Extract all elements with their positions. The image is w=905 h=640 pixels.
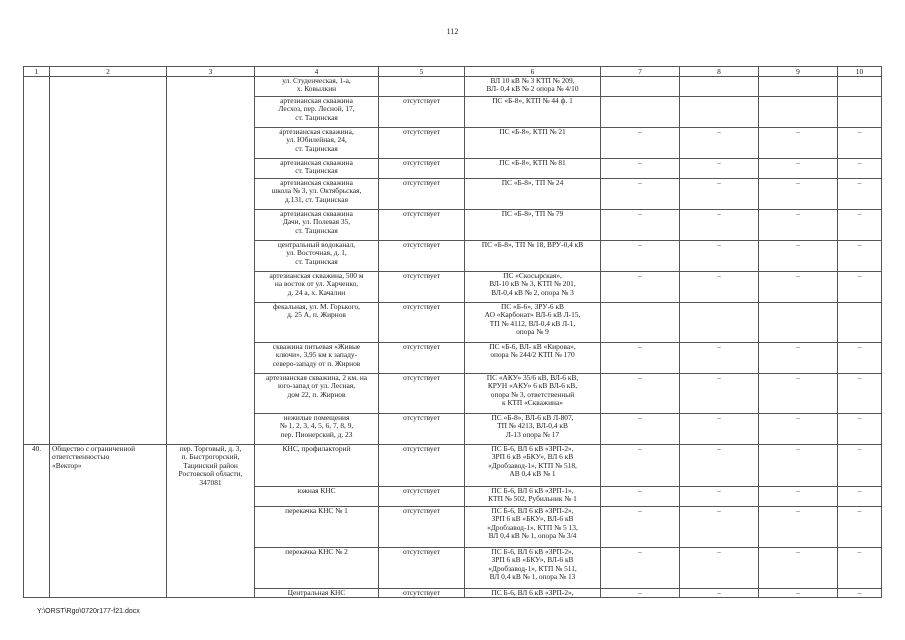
cell-c7: – bbox=[601, 210, 680, 241]
cell-c9: – bbox=[759, 272, 838, 303]
cell-c10: – bbox=[838, 548, 882, 589]
cell-c6: ПС «Б-6, ВЛ- кВ «Кирова», опора № 244/2 КТП № 170 bbox=[465, 343, 601, 374]
cell-c10: – bbox=[838, 589, 882, 598]
table-row bbox=[24, 445, 882, 487]
cell-c5: отсутствует bbox=[379, 374, 465, 414]
col-header: 10 bbox=[838, 67, 882, 77]
cell-c5: отсутствует bbox=[379, 97, 465, 128]
cell-c5: отсутствует bbox=[379, 210, 465, 241]
cell-c7: – bbox=[601, 374, 680, 414]
cell-c5: отсутствует bbox=[379, 128, 465, 159]
cell-c4: перекачка КНС № 1 bbox=[255, 507, 379, 548]
cell-c9: – bbox=[759, 487, 838, 507]
cell-c4: артезианская скважина школа № 3, ул. Октябрьская, д.131, ст. Тацинская bbox=[255, 179, 379, 210]
cell-c8: – bbox=[680, 507, 759, 548]
cell-c5: отсутствует bbox=[379, 159, 465, 179]
cell-c9: – bbox=[759, 445, 838, 487]
cell-c8: – bbox=[680, 128, 759, 159]
cell-c10 bbox=[838, 97, 882, 128]
cell-c5: отсутствует bbox=[379, 507, 465, 548]
cell-c9: – bbox=[759, 507, 838, 548]
cell-c4: ул. Студенческая, 1-а, х. Ковылкин bbox=[255, 77, 379, 97]
file-path-footer: Y:\ORST\Rgo\0720r177-f21.docx bbox=[37, 608, 140, 615]
cell-c4: перекачка КНС № 2 bbox=[255, 548, 379, 589]
cell-c7: – bbox=[601, 241, 680, 272]
cell-c8: – bbox=[680, 414, 759, 445]
cell-c6: ПС Б-6, ВЛ 6 кВ «ЗРП-2», bbox=[465, 589, 601, 598]
cell-c2: Общество с ограниченной ответственностью «Вектор» bbox=[50, 445, 167, 598]
cell-c6: ПС Б-6, ВЛ 6 кВ «ЗРП-2», ЗРП 6 кВ «БКУ», ВЛ-6 кВ «Дробзавод-1», КТП № 511, ВЛ 0,4 кВ № 1, опора № 13 bbox=[465, 548, 601, 589]
cell-c6: ПС «Скосырская», ВЛ-10 кВ № 3, КТП № 201, ВЛ-0,4 кВ № 2, опора № 3 bbox=[465, 272, 601, 303]
cell-c9 bbox=[759, 303, 838, 343]
cell-c5: отсутствует bbox=[379, 445, 465, 487]
cell-c3: пер. Торговый, д. 3, п. Быстрогорский, Тацинский район Ростовской области, 347081 bbox=[167, 445, 255, 598]
cell-c10: – bbox=[838, 487, 882, 507]
cell-c7: – bbox=[601, 272, 680, 303]
cell-c8 bbox=[680, 97, 759, 128]
col-header: 6 bbox=[465, 67, 601, 77]
col-header: 3 bbox=[167, 67, 255, 77]
cell-c5: отсутствует bbox=[379, 179, 465, 210]
cell-c4: нежилые помещения № 1, 2, 3, 4, 5, 6, 7, 8, 9, пер. Пионерский, д. 23 bbox=[255, 414, 379, 445]
cell-c8: – bbox=[680, 241, 759, 272]
cell-c10: – bbox=[838, 210, 882, 241]
cell-c10: – bbox=[838, 374, 882, 414]
col-header: 5 bbox=[379, 67, 465, 77]
cell-c5: отсутствует bbox=[379, 548, 465, 589]
cell-c6: ПС «Б-8», ТП № 18, ВРУ-0,4 кВ bbox=[465, 241, 601, 272]
cell-c7: – bbox=[601, 159, 680, 179]
cell-c9: – bbox=[759, 128, 838, 159]
cell-c10: – bbox=[838, 241, 882, 272]
cell-c10: – bbox=[838, 179, 882, 210]
cell-c8: – bbox=[680, 272, 759, 303]
cell-c10: – bbox=[838, 445, 882, 487]
cell-c4: фекальная, ул. М. Горького, д. 25 А, п. Жирнов bbox=[255, 303, 379, 343]
cell-c6: ПС Б-6, ВЛ 6 кВ «ЗРП-1», КТП № 502, Рубильник № 1 bbox=[465, 487, 601, 507]
col-header: 7 bbox=[601, 67, 680, 77]
cell-c4: Центральная КНС bbox=[255, 589, 379, 598]
cell-c9: – bbox=[759, 589, 838, 598]
cell-c5: отсутствует bbox=[379, 241, 465, 272]
cell-c9 bbox=[759, 97, 838, 128]
header-row bbox=[24, 67, 882, 77]
cell-c6: ПС «Б-8», ВЛ-6 кВ Л-807, ТП № 4213, ВЛ-0,4 кВ Л-13 опора № 17 bbox=[465, 414, 601, 445]
cell-c6: ПС «АКУ» 35/6 кВ, ВЛ-6 кВ, КРУН «АКУ» 6 кВ ВЛ-6 кВ, опора № 3, ответственный к КТП «Скважина» bbox=[465, 374, 601, 414]
cell-c6: ПС «Б-8», КТП № 81 bbox=[465, 159, 601, 179]
page-number: 112 bbox=[446, 27, 459, 36]
cell-c8: – bbox=[680, 159, 759, 179]
cell-c3 bbox=[167, 77, 255, 445]
cell-c1: 40. bbox=[24, 445, 50, 598]
cell-c9: – bbox=[759, 159, 838, 179]
cell-c8: – bbox=[680, 179, 759, 210]
cell-c8 bbox=[680, 77, 759, 97]
cell-c4: артезианская скважина, 500 м на восток от ул. Харченко, д. 24 а, х. Качалин bbox=[255, 272, 379, 303]
cell-c6: ПС «Б-6», ЗРУ-6 кВ АО «Карбонат» ВЛ-6 кВ Л-15, ТП № 4112, ВЛ-0,4 кВ Л-1, опора № 9 bbox=[465, 303, 601, 343]
cell-c5: отсутствует bbox=[379, 414, 465, 445]
cell-c5: отсутствует bbox=[379, 487, 465, 507]
cell-c4: скважина питьевая «Живые ключи», 3,95 км к западу- северо-западу от п. Жирнов bbox=[255, 343, 379, 374]
table-row bbox=[24, 77, 882, 97]
cell-c8 bbox=[680, 303, 759, 343]
cell-c8: – bbox=[680, 445, 759, 487]
cell-c9: – bbox=[759, 343, 838, 374]
col-header: 2 bbox=[50, 67, 167, 77]
cell-c8: – bbox=[680, 589, 759, 598]
cell-c6: ВЛ 10 кВ № 3 КТП № 209, ВЛ- 0,4 кВ № 2 опора № 4/10 bbox=[465, 77, 601, 97]
cell-c10: – bbox=[838, 128, 882, 159]
cell-c6: ПС «Б-8», КТП № 44 ф. 1 bbox=[465, 97, 601, 128]
cell-c4: артезианская скважина ст. Тацинская bbox=[255, 159, 379, 179]
cell-c7: – bbox=[601, 179, 680, 210]
cell-c8: – bbox=[680, 487, 759, 507]
cell-c7: – bbox=[601, 445, 680, 487]
col-header: 9 bbox=[759, 67, 838, 77]
cell-c7: – bbox=[601, 507, 680, 548]
data-table bbox=[23, 66, 882, 598]
cell-c9: – bbox=[759, 548, 838, 589]
cell-c7: – bbox=[601, 589, 680, 598]
cell-c8: – bbox=[680, 374, 759, 414]
col-header: 8 bbox=[680, 67, 759, 77]
cell-c7: – bbox=[601, 487, 680, 507]
cell-c2 bbox=[50, 77, 167, 445]
cell-c6: ПС Б-6, ВЛ 6 кВ «ЗРП-2», ЗРП 6 кВ «БКУ», ВЛ-6 кВ «Дробзавод-1», КТП № 5 13, ВЛ 0,4 кВ № 1, опора № 3/4 bbox=[465, 507, 601, 548]
cell-c10 bbox=[838, 77, 882, 97]
cell-c10: – bbox=[838, 343, 882, 374]
cell-c10: – bbox=[838, 414, 882, 445]
cell-c9: – bbox=[759, 210, 838, 241]
cell-c4: центральный водоканал, ул. Восточная, д. 1, ст. Тацинская bbox=[255, 241, 379, 272]
cell-c4: артезианская скважина, 2 км. на юго-запад от ул. Лесная, дом 22, п. Жирнов bbox=[255, 374, 379, 414]
cell-c5: отсутствует bbox=[379, 589, 465, 598]
cell-c6: ПС «Б-8», ТП № 24 bbox=[465, 179, 601, 210]
cell-c6: ПС «Б-8», ТП № 79 bbox=[465, 210, 601, 241]
cell-c7: – bbox=[601, 414, 680, 445]
cell-c9: – bbox=[759, 179, 838, 210]
cell-c7: – bbox=[601, 343, 680, 374]
cell-c9: – bbox=[759, 241, 838, 272]
cell-c7: – bbox=[601, 548, 680, 589]
cell-c4: артезианская скважина Лесхоз, пер. Лесной, 17, ст. Тацинская bbox=[255, 97, 379, 128]
col-header: 1 bbox=[24, 67, 50, 77]
cell-c9: – bbox=[759, 374, 838, 414]
cell-c5 bbox=[379, 77, 465, 97]
cell-c4: артезианская скважина, ул. Юбилейная, 24, ст. Тацинская bbox=[255, 128, 379, 159]
cell-c8: – bbox=[680, 210, 759, 241]
cell-c7 bbox=[601, 303, 680, 343]
cell-c1 bbox=[24, 77, 50, 445]
cell-c7: – bbox=[601, 128, 680, 159]
cell-c4: южная КНС bbox=[255, 487, 379, 507]
cell-c10: – bbox=[838, 272, 882, 303]
col-header: 4 bbox=[255, 67, 379, 77]
cell-c6: ПС Б-6, ВЛ 6 кВ «ЗРП-2», ЗРП 6 кВ «БКУ», ВЛ 6 кВ «Дробзавод-1», КТП № 518, АВ 0,4 кВ № 1 bbox=[465, 445, 601, 487]
cell-c8: – bbox=[680, 343, 759, 374]
cell-c4: артезианская скважина Дачи, ул. Полевая 35, ст. Тацинская bbox=[255, 210, 379, 241]
cell-c6: ПС «Б-8», КТП № 21 bbox=[465, 128, 601, 159]
cell-c5: отсутствует bbox=[379, 272, 465, 303]
cell-c9: – bbox=[759, 414, 838, 445]
cell-c5: отсутствует bbox=[379, 343, 465, 374]
cell-c9 bbox=[759, 77, 838, 97]
cell-c8: – bbox=[680, 548, 759, 589]
cell-c5: отсутствует bbox=[379, 303, 465, 343]
cell-c4: КНС, профилакторий bbox=[255, 445, 379, 487]
cell-c10: – bbox=[838, 159, 882, 179]
cell-c7 bbox=[601, 77, 680, 97]
cell-c10 bbox=[838, 303, 882, 343]
cell-c10: – bbox=[838, 507, 882, 548]
cell-c7 bbox=[601, 97, 680, 128]
